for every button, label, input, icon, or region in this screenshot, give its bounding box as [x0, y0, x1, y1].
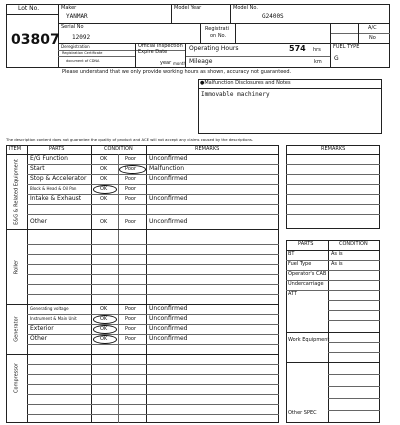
part-other: Other [30, 218, 48, 225]
fuel-type-label: FUEL TYPE [333, 44, 360, 50]
group-label-compressor: Compressor [13, 363, 20, 393]
cond-poor: Poor [125, 306, 137, 312]
cond-poor: Poor [125, 326, 137, 332]
cond-ok: OK [100, 219, 108, 225]
serial-value: 12092 [72, 34, 91, 41]
cond-poor: Poor [125, 166, 137, 172]
cond-poor: Poor [125, 186, 137, 192]
month-label: month [173, 61, 186, 66]
part-exterior: Exterior [30, 325, 54, 332]
model-no-label: Model No. [233, 5, 258, 11]
model-year-label: Model Year [174, 5, 202, 11]
lot-label: Lot No. [18, 5, 40, 12]
parts-fuel-type: Fuel Type [288, 261, 312, 267]
remark-start: Malfunction [149, 165, 185, 172]
fuel-type-value: G [334, 55, 339, 62]
selected-ok-circle [93, 335, 117, 344]
lot-number: 03807 [11, 32, 60, 48]
registration-label: Registrati [205, 26, 229, 32]
parts-att: ATT [288, 291, 298, 297]
cond-ok: OK [100, 186, 108, 192]
deregistration-label: Deregistration [61, 44, 90, 49]
serial-label: Serial No [61, 24, 84, 30]
cond-ok: OK [100, 316, 108, 322]
malfunction-title: ●Malfunction Disclosures and Notes [200, 80, 291, 86]
part-start: Start [30, 165, 45, 172]
parts-col-parts: PARTS [298, 241, 314, 247]
parts-col-condition: CONDITION [339, 241, 368, 247]
cond-poor: Poor [125, 196, 137, 202]
parts-work-equipment: Work Equipment [288, 337, 330, 343]
disclaimer: The description content does not guarantee the quality of product and ACE will not accept any claims caused by the descriptions. [6, 137, 254, 142]
col-item: ITEM [9, 146, 22, 152]
cond-poor: Poor [125, 176, 137, 182]
parts-fuel-type-condition: As is [331, 261, 343, 267]
part-block-head-oil-pan: Block & Head & Oil Pan [30, 186, 77, 191]
part-intake-exhaust: Intake & Exhaust [30, 195, 82, 202]
malfunction-text: Immovable machinery [201, 91, 270, 98]
part-eg-function: E/G Function [30, 155, 68, 162]
remark-generator-other: Unconfirmed [149, 335, 188, 342]
selected-ok-circle [93, 185, 117, 194]
hours-notice: Please understand that we only provide working hours as shown, accuracy not guaranteed. [62, 69, 292, 75]
remark-generating-voltage: Unconfirmed [149, 305, 188, 312]
cond-poor: Poor [125, 219, 137, 225]
parts-bt: BT [288, 251, 295, 257]
selected-ok-circle [93, 315, 117, 324]
maker-value: YANMAR [66, 13, 88, 20]
group-label-generator: Generator [13, 316, 20, 342]
group-label-roller: Roller [13, 259, 20, 275]
cond-poor: Poor [125, 336, 137, 342]
col-remarks: REMARKS [195, 146, 220, 152]
cond-ok: OK [100, 326, 108, 332]
part-generator-other: Other [30, 335, 48, 342]
cond-poor: Poor [125, 316, 137, 322]
right-remarks-header: REMARKS [321, 146, 346, 152]
operating-hours-value: 574 [289, 44, 306, 53]
cond-ok: OK [100, 176, 108, 182]
mileage-label: Mileage [189, 58, 213, 65]
parts-undercarriage: Undercarriage [288, 281, 324, 287]
remark-instrument-main-unit: Unconfirmed [149, 315, 188, 322]
cond-ok: OK [100, 336, 108, 342]
group-label-eg: E&G & Related Equipment [13, 159, 20, 225]
inspection-label: Official Inspection [138, 43, 183, 49]
registration-certificate-label: Registration Certificate [62, 51, 103, 55]
col-parts: PARTS [49, 146, 65, 152]
parts-bt-condition: As is [331, 251, 343, 257]
cond-poor: Poor [125, 156, 137, 162]
remark-intake-exhaust: Unconfirmed [149, 195, 188, 202]
cdna-document-label: document of CDNA [66, 59, 100, 63]
col-condition: CONDITION [104, 146, 133, 152]
maker-label: Maker [61, 5, 77, 11]
remark-exterior: Unconfirmed [149, 325, 188, 332]
ac-value: No [369, 35, 376, 41]
cond-ok: OK [100, 196, 108, 202]
parts-other-spec: Other SPEC [288, 410, 317, 416]
cond-ok: OK [100, 166, 108, 172]
selected-ok-circle [93, 325, 117, 334]
model-no-value: G2400S [262, 13, 284, 20]
right-remarks-box [286, 145, 380, 229]
km-unit: km [314, 59, 322, 65]
part-generating-voltage: Generating voltage [30, 306, 69, 311]
parts-operator-cab: Operator's CAB [288, 271, 327, 277]
operating-hours-label: Operating Hours [189, 45, 239, 52]
remark-eg-function: Unconfirmed [149, 155, 188, 162]
remark-stop-accelerator: Unconfirmed [149, 175, 188, 182]
registration-label-2: on No. [210, 33, 227, 39]
cond-ok: OK [100, 306, 108, 312]
part-instrument-main-unit: Instrument & Main Unit [30, 316, 77, 321]
selected-poor-circle [119, 165, 146, 174]
inspection-label-2: Expire Date [138, 49, 168, 55]
ac-label: A/C [368, 25, 377, 31]
part-stop-accelerator: Stop & Accelerator [30, 175, 87, 182]
year-label: year [160, 60, 172, 66]
remark-other: Unconfirmed [149, 218, 188, 225]
hours-unit: hrs [313, 47, 321, 53]
cond-ok: OK [100, 156, 108, 162]
